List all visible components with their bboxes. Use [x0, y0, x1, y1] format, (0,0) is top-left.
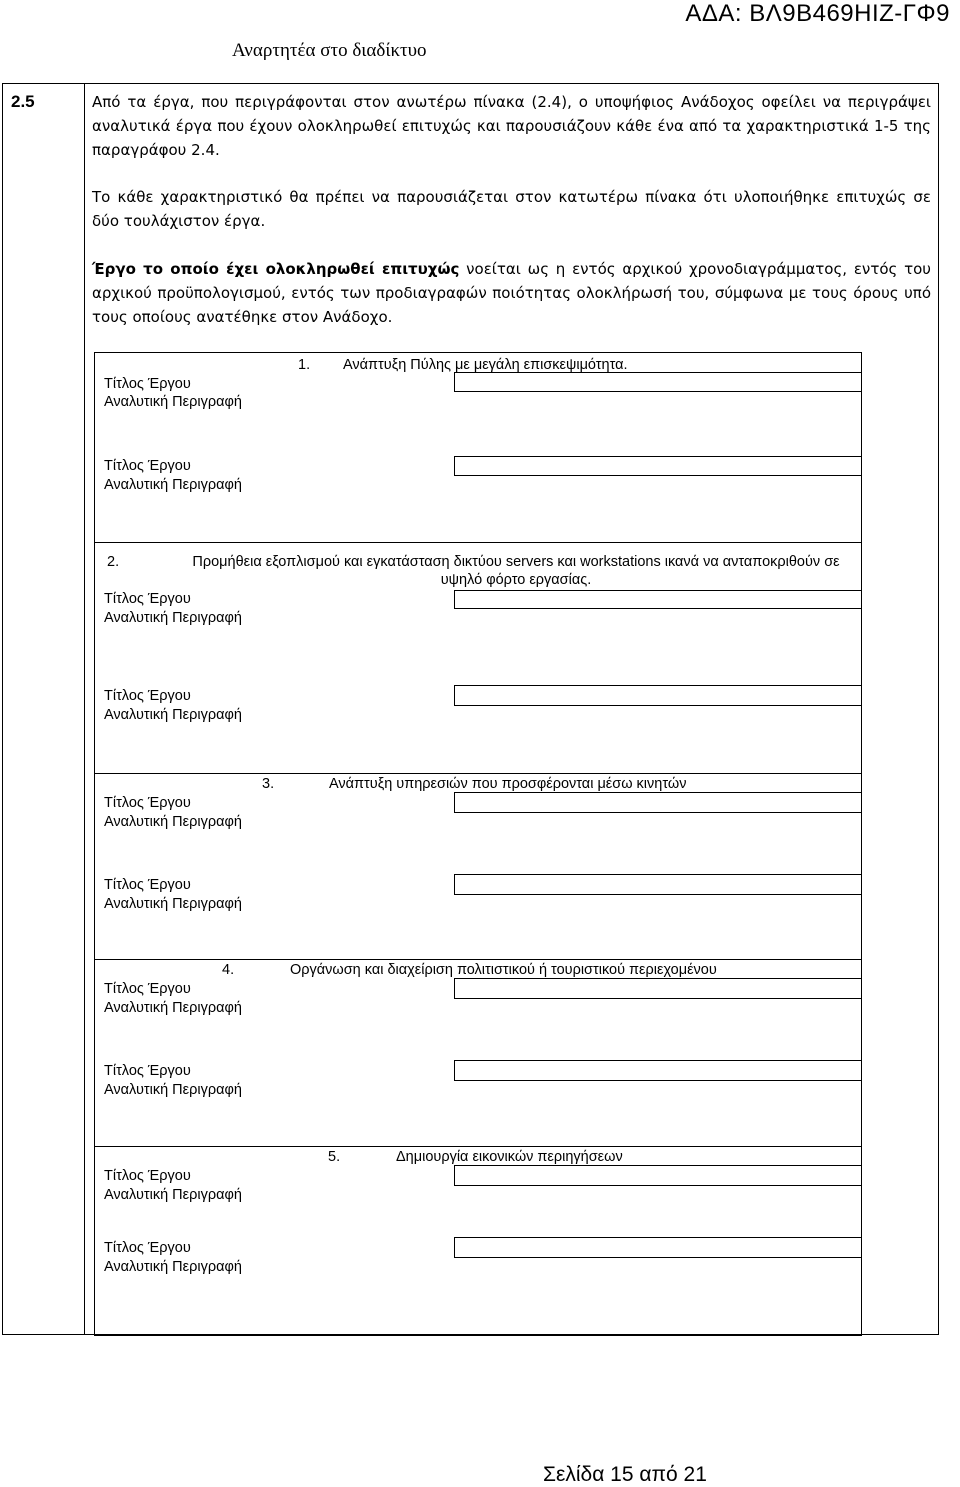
cell-divider [454, 1237, 455, 1257]
cell-divider [454, 1060, 455, 1080]
project-description-label: Αναλυτική Περιγραφή [104, 610, 242, 626]
row-line [454, 475, 862, 476]
row-line [454, 705, 862, 706]
project-title-label: Τίτλος Έργου [104, 688, 191, 704]
project-title-label: Τίτλος Έργου [104, 591, 191, 607]
cell-divider [454, 792, 455, 812]
feature-separator [94, 959, 862, 960]
section-paragraph-1: Από τα έργα, που περιγράφονται στον ανωτέρω πίνακα (2.4), ο υποψήφιος Ανάδοχος οφείλει να περιγράψει αναλυτικά έργα που έχουν ολοκληρωθεί επιτυχώς και παρουσιάζουν κάθε ένα από τα χαρακτηριστικά 1-5 της παραγράφου 2.4. [92, 93, 931, 159]
section-paragraph-3 [92, 257, 931, 329]
completed-project-definition: νοείται ως η εντός αρχικού χρονοδιαγράμματος, εντός του αρχικού προϋπολογισμού, εντός των προδιαγραφών ποιότητας ολοκλήρωσή του, σύμφωνα με τους όρους υπό τους οποίους ανατέθηκε στον Ανάδοχο. [92, 260, 931, 326]
row-line [454, 456, 862, 457]
row-line [454, 608, 862, 609]
row-line [454, 391, 862, 392]
project-title-label: Τίτλος Έργου [104, 1063, 191, 1079]
project-title-label: Τίτλος Έργου [104, 458, 191, 474]
project-description-label: Αναλυτική Περιγραφή [104, 477, 242, 493]
row-line [454, 792, 862, 793]
feature-separator [94, 773, 862, 774]
project-description-label: Αναλυτική Περιγραφή [104, 707, 242, 723]
row-line [454, 812, 862, 813]
row-line [454, 1257, 862, 1258]
row-line [454, 1080, 862, 1081]
feature-2-heading [107, 553, 176, 571]
cell-divider [454, 874, 455, 894]
row-line [454, 590, 862, 591]
row-line [454, 1237, 862, 1238]
project-description-label: Αναλυτική Περιγραφή [104, 1000, 242, 1016]
feature-separator [94, 542, 862, 543]
project-title-label: Τίτλος Έργου [104, 376, 191, 392]
cell-divider [454, 978, 455, 998]
feature-5-heading [328, 1148, 623, 1166]
project-description-label: Αναλυτική Περιγραφή [104, 394, 242, 410]
feature-number: 4. [222, 962, 235, 978]
cell-divider [454, 590, 455, 608]
project-description-label: Αναλυτική Περιγραφή [104, 814, 242, 830]
project-description-label: Αναλυτική Περιγραφή [104, 1187, 242, 1203]
project-title-label: Τίτλος Έργου [104, 877, 191, 893]
posted-online-label: Αναρτητέα στο διαδίκτυο [232, 40, 427, 61]
feature-number: 2. [107, 554, 120, 570]
feature-title: Προμήθεια εξοπλισμού και εγκατάσταση δικτύου servers και workstations ικανά να ανταποκριθούν σε υψηλό φόρτο εργασίας. [192, 554, 840, 588]
ada-code: ΑΔΑ: ΒΛ9Β469ΗΙΖ-ΓΦ9 [685, 0, 950, 27]
row-line [454, 978, 862, 979]
row-line [454, 372, 862, 373]
feature-separator [94, 1146, 862, 1147]
project-title-label: Τίτλος Έργου [104, 981, 191, 997]
cell-divider [454, 372, 455, 391]
feature-title: Δημιουργία εικονικών περιηγήσεων [396, 1149, 623, 1165]
feature-title: Ανάπτυξη υπηρεσιών που προσφέρονται μέσω κινητών [329, 776, 687, 792]
cell-divider [454, 456, 455, 475]
feature-number: 3. [262, 776, 275, 792]
section-number: 2.5 [11, 92, 35, 111]
page-number: Σελίδα 15 από 21 [543, 1463, 707, 1486]
project-description-label: Αναλυτική Περιγραφή [104, 1259, 242, 1275]
row-line [454, 874, 862, 875]
cell-divider [454, 1165, 455, 1185]
feature-title: Οργάνωση και διαχείριση πολιτιστικού ή τουριστικού περιεχομένου [290, 962, 717, 978]
row-line [454, 1185, 862, 1186]
feature-3-heading [262, 775, 686, 793]
row-line [454, 1060, 862, 1061]
feature-4-heading [222, 961, 717, 979]
completed-project-term: Έργο το οποίο έχει ολοκληρωθεί επιτυχώς [92, 260, 460, 278]
cell-divider [454, 685, 455, 705]
row-line [454, 1165, 862, 1166]
feature-number: 1. [298, 357, 311, 373]
project-title-label: Τίτλος Έργου [104, 1240, 191, 1256]
project-title-label: Τίτλος Έργου [104, 1168, 191, 1184]
feature-number: 5. [328, 1149, 341, 1165]
project-description-label: Αναλυτική Περιγραφή [104, 1082, 242, 1098]
project-description-label: Αναλυτική Περιγραφή [104, 896, 242, 912]
project-title-label: Τίτλος Έργου [104, 795, 191, 811]
section-paragraph-2: Το κάθε χαρακτηριστικό θα πρέπει να παρουσιάζεται στον κατωτέρω πίνακα ότι υλοποιήθηκε επιτυχώς σε δύο τουλάχιστον έργα. [92, 188, 931, 230]
row-line [454, 685, 862, 686]
row-line [454, 894, 862, 895]
row-line [454, 998, 862, 999]
section-divider [84, 84, 85, 1334]
feature-title: Ανάπτυξη Πύλης με μεγάλη επισκεψιμότητα. [343, 357, 628, 373]
